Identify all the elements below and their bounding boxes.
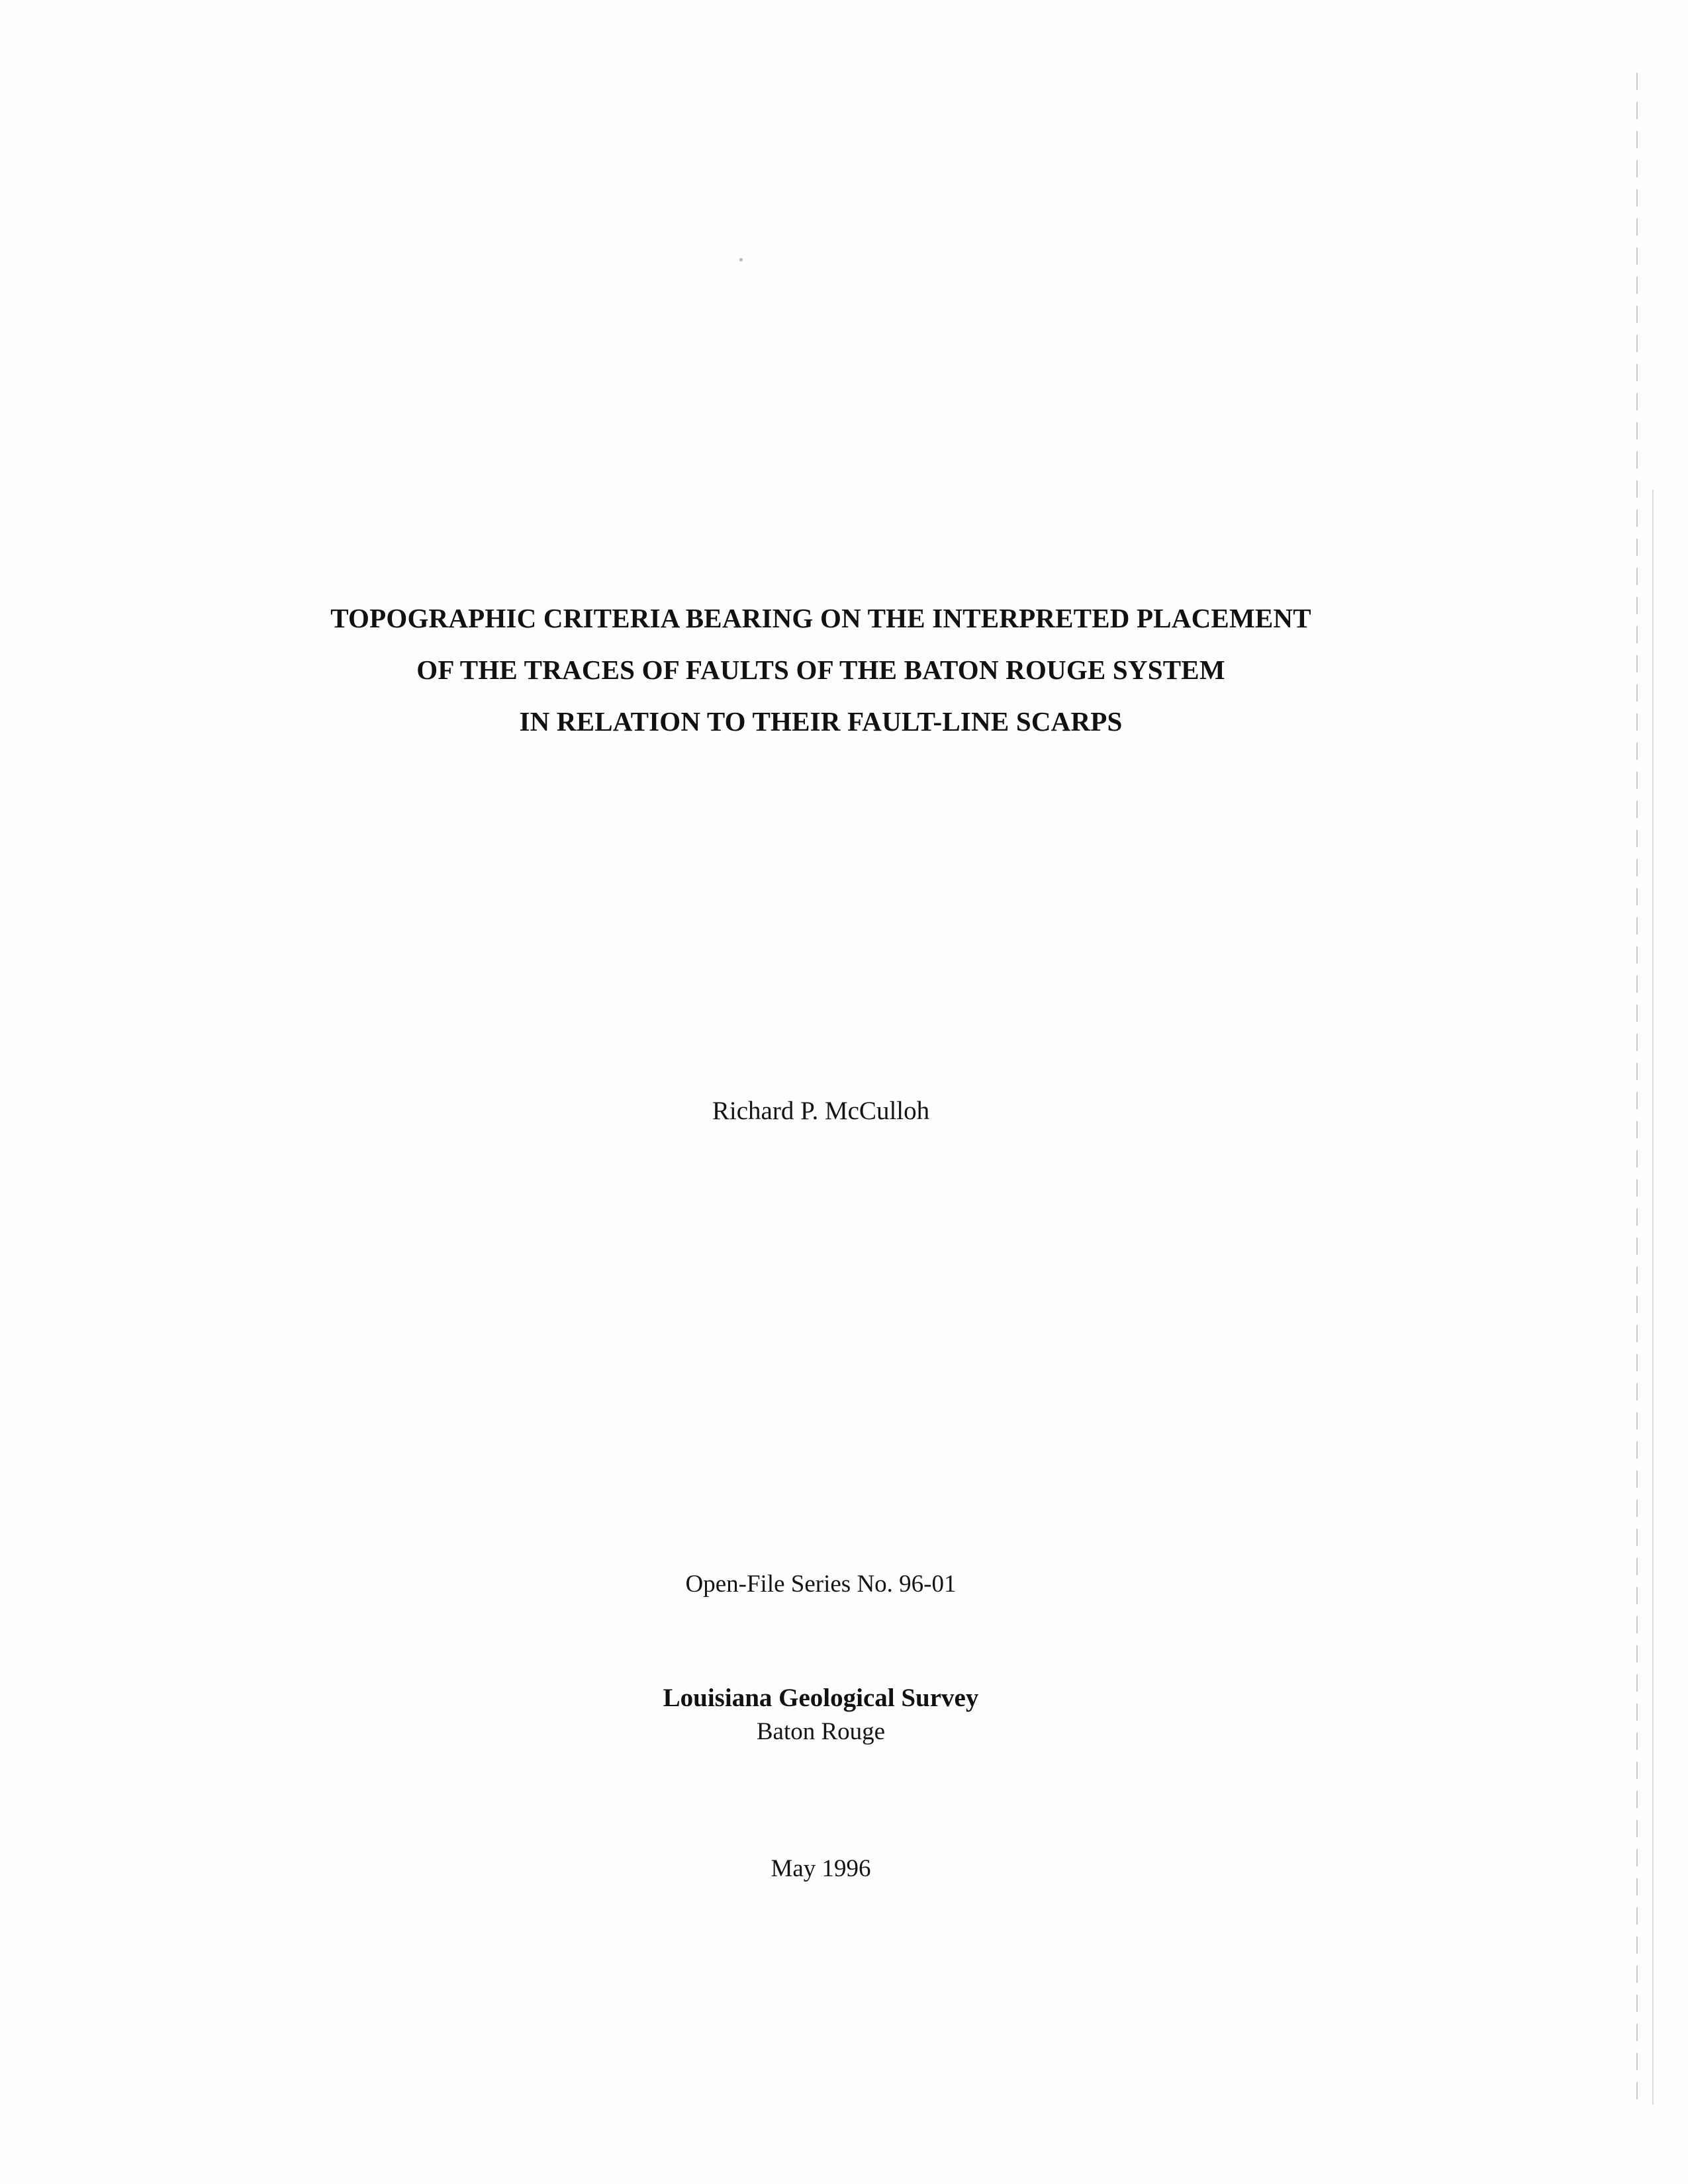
publication-date: May 1996 xyxy=(771,1855,871,1882)
publisher-name: Louisiana Geological Survey xyxy=(663,1684,979,1712)
title-line-1: TOPOGRAPHIC CRITERIA BEARING ON THE INTERPRETED PLACEMENT xyxy=(330,603,1311,633)
series-number: Open-File Series No. 96-01 xyxy=(685,1570,957,1598)
title-line-3: IN RELATION TO THEIR FAULT-LINE SCARPS xyxy=(519,706,1123,737)
page-title xyxy=(0,592,1642,747)
publisher-city: Baton Rouge xyxy=(756,1718,886,1745)
title-line-2: OF THE TRACES OF FAULTS OF THE BATON ROUGE SYSTEM xyxy=(416,655,1225,685)
publisher-block xyxy=(0,1681,1642,1749)
author-name: Richard P. McCulloh xyxy=(712,1097,930,1125)
